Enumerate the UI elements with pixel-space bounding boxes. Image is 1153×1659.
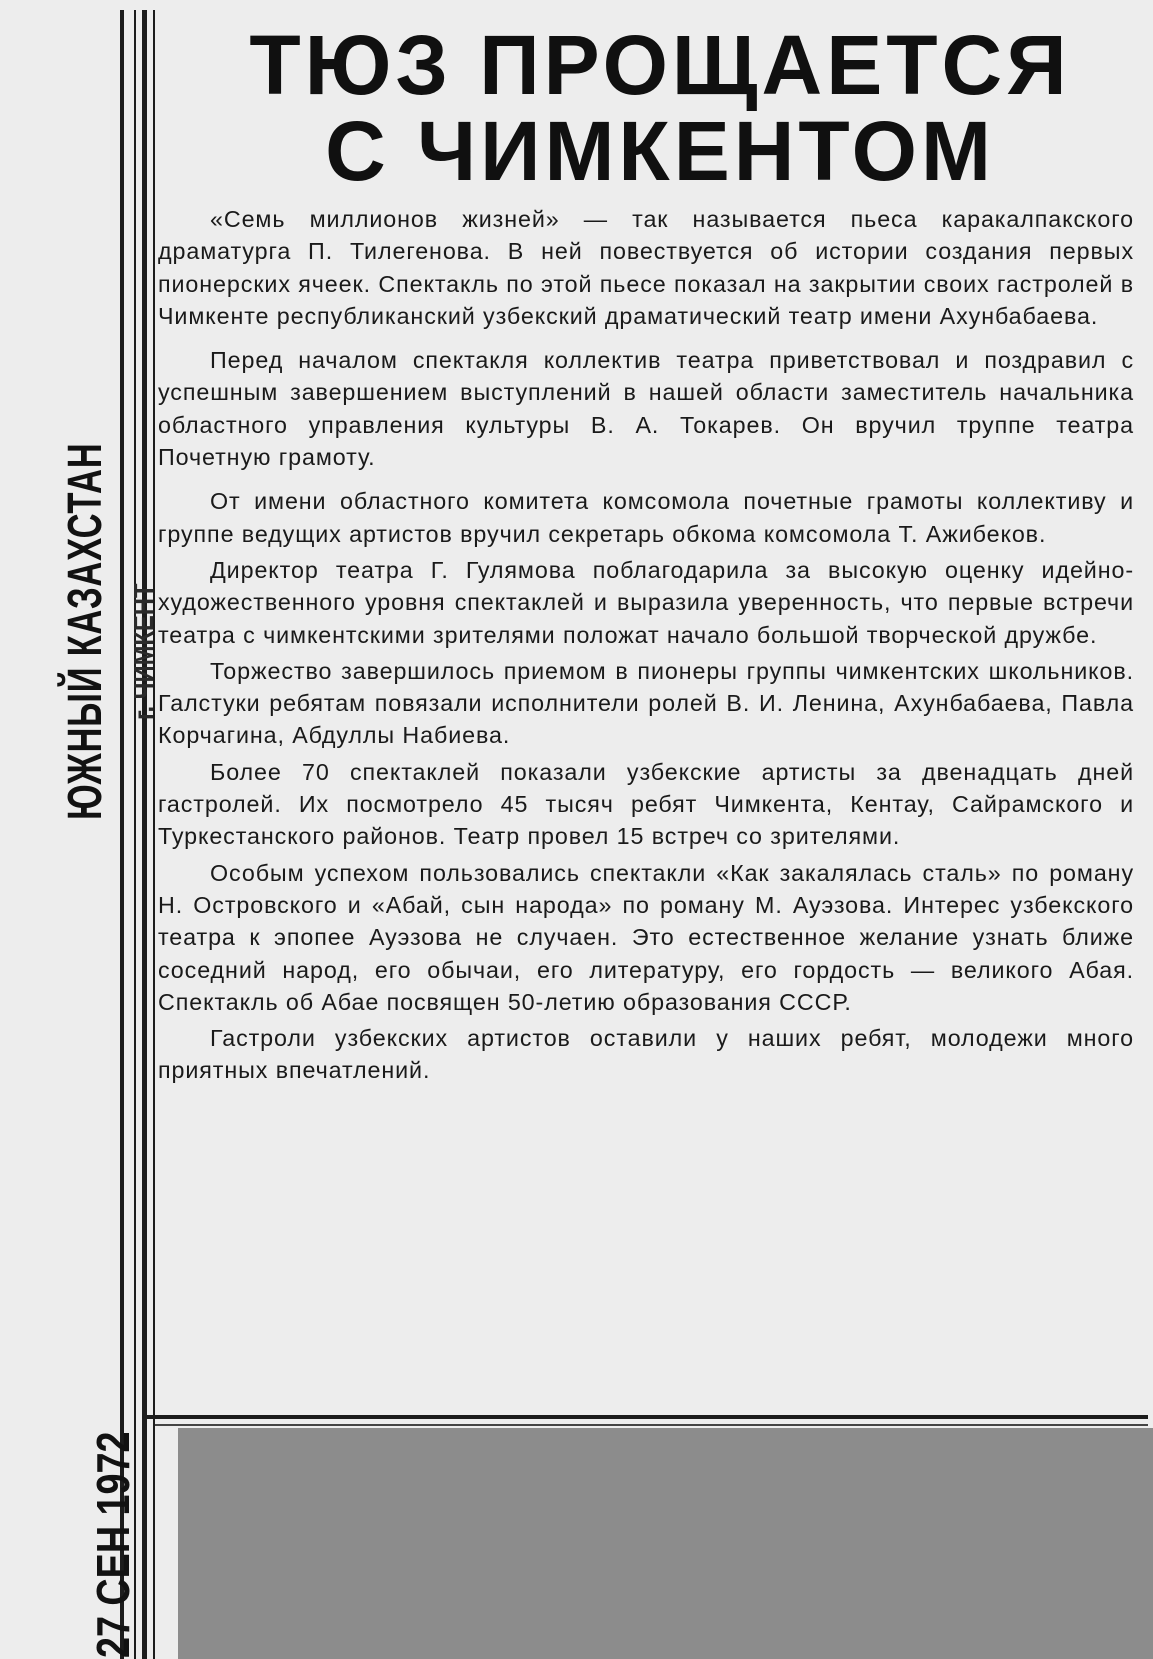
bottom-rule bbox=[155, 1424, 1148, 1426]
article-paragraph: Торжество завершилось приемом в пионеры группы чимкентских школьников. Галстуки ребятам повязали исполнители ролей В. И. Ленина, Ахунбабаева, Павла Корчагина, Абдуллы Набиева. bbox=[158, 657, 1134, 749]
background-block bbox=[178, 1428, 1153, 1659]
margin-rule bbox=[153, 10, 155, 1659]
article-paragraph: Гастроли узбекских артистов оставили у наших ребят, молодежи много приятных впечатлений. bbox=[158, 1025, 1134, 1084]
margin-rule bbox=[134, 10, 136, 1659]
article-paragraph: Особым успехом пользовались спектакли «Как закалялась сталь» по роману Н. Островского и «Абай, сын народа» по роману М. Ауэзова. Интерес узбекского театра к эпопее Ауэзова не случаен. Это естественное желание узнать ближе соседний народ, его обычаи, его литературу, его гордость — великого Абая. Спектакль об Абае посвящен 50-летию образования СССР. bbox=[158, 859, 1134, 1015]
margin-rule bbox=[120, 10, 124, 1659]
article-body bbox=[158, 203, 1134, 1091]
article-paragraph: Директор театра Г. Гулямова поблагодарила за высокую оценку идейно-художественного уровня спектаклей и выразила уверенность, что первые встречи театра с чимкентскими зрителями положат начало большой творческой дружбе. bbox=[158, 556, 1134, 648]
city-stamp: г. ЧИМКЕНТ bbox=[128, 583, 159, 720]
bottom-rule bbox=[142, 1415, 1148, 1419]
article-paragraph: Более 70 спектаклей показали узбекские артисты за двенадцать дней гастролей. Их посмотрело 45 тысяч ребят Чимкента, Кентау, Сайрамского и Туркестанского районов. Театр провел 15 встреч со зрителями. bbox=[158, 758, 1134, 850]
article-paragraph: Перед началом спектакля коллектив театра приветствовал и поздравил с успешным завершением выступлений в нашей области заместитель начальника областного управления культуры В. А. Токарев. Он вручил труппе театра Почетную грамоту. bbox=[158, 347, 1134, 471]
headline-line-1: ТЮЗ ПРОЩАЕТСЯ bbox=[249, 18, 1071, 112]
article-paragraph: «Семь миллионов жизней» — так называется пьеса каракалпакского драматурга П. Тилегенова. В ней повествуется об истории создания первых пионерских ячеек. Спектакль по этой пьесе показал на закрытии своих гастролей в Чимкенте республиканский узбекский драматический театр имени Ахунбабаева. bbox=[158, 206, 1134, 329]
margin-rule bbox=[142, 10, 147, 1659]
newspaper-name-stamp: ЮЖНЫЙ КАЗАХСТАН bbox=[59, 442, 112, 820]
article-paragraph: От имени областного комитета комсомола почетные грамоты коллективу и группе ведущих артистов вручил секретарь обкома комсомола Т. Ажибеков. bbox=[158, 488, 1134, 547]
date-stamp: 27 СЕН 1972 bbox=[87, 1431, 139, 1658]
article-headline bbox=[210, 18, 1110, 198]
headline-line-2: С ЧИМКЕНТОМ bbox=[325, 104, 995, 198]
